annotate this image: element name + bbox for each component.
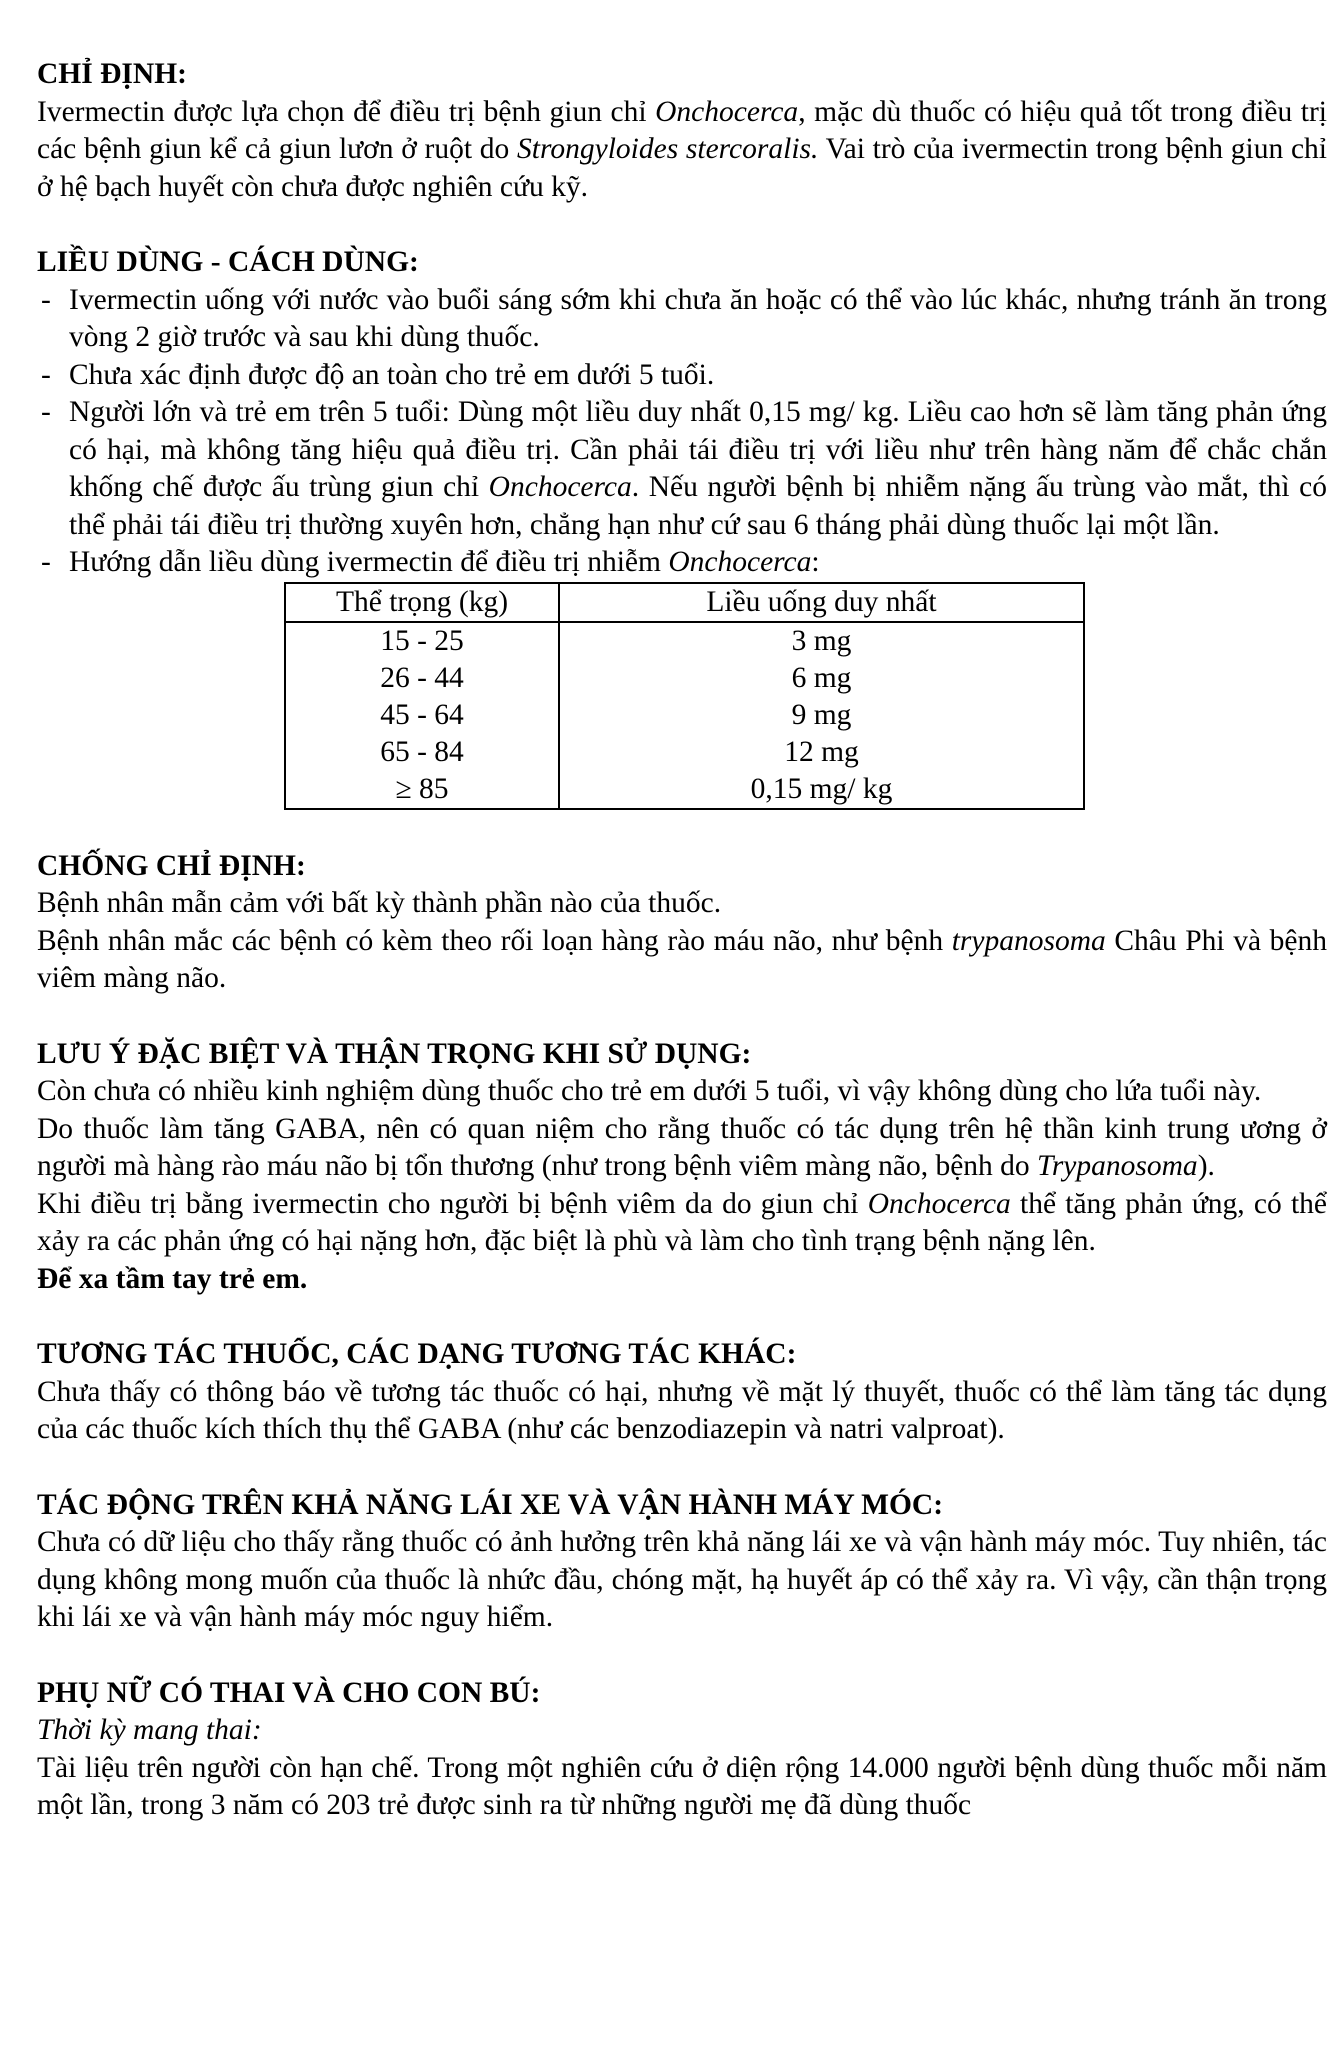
table-cell: 15 - 25	[285, 622, 559, 660]
dosage-list	[37, 282, 1327, 582]
table-row	[285, 660, 1084, 697]
section-precautions	[37, 1036, 1327, 1299]
paragraph: Bệnh nhân mắc các bệnh có kèm theo rối loạn hàng rào máu não, như bệnh trypanosoma Châu Phi và bệnh viêm màng não.	[37, 924, 1327, 994]
section-heading: LƯU Ý ĐẶC BIỆT VÀ THẬN TRỌNG KHI SỬ DỤNG:	[37, 1037, 752, 1070]
list-item: - Chưa xác định được độ an toàn cho trẻ em dưới 5 tuổi.	[37, 357, 1327, 395]
section-driving	[37, 1487, 1327, 1637]
section-heading: CHỈ ĐỊNH:	[37, 58, 187, 90]
paragraph: Ivermectin được lựa chọn để điều trị bệnh giun chỉ Onchocerca, mặc dù thuốc có hiệu quả tốt trong điều trị các bệnh giun kể cả giun lươn ở ruột do Strongyloides stercoralis. Vai trò của ivermectin trong bệnh giun chỉ ở hệ bạch huyết còn chưa được nghiên cứu kỹ.	[37, 95, 1327, 203]
list-item: - Hướng dẫn liều dùng ivermectin để điều trị nhiễm Onchocerca:	[37, 544, 1327, 582]
paragraph: Chưa có dữ liệu cho thấy rằng thuốc có ảnh hưởng trên khả năng lái xe và vận hành máy móc. Tuy nhiên, tác dụng không mong muốn của thuốc là nhức đầu, chóng mặt, hạ huyết áp có thể xảy ra. Vì vậy, cần thận trọng khi lái xe và vận hành máy móc nguy hiểm.	[37, 1526, 1327, 1633]
section-contraindications	[37, 848, 1327, 998]
warning-text: Để xa tầm tay trẻ em.	[37, 1262, 308, 1295]
paragraph: Khi điều trị bằng ivermectin cho người bị bệnh viêm da do giun chỉ Onchocerca thể tăng phản ứng, có thể xảy ra các phản ứng có hại nặng hơn, đặc biệt là phù và làm cho tình trạng bệnh nặng lên.	[37, 1187, 1327, 1257]
paragraph: Chưa thấy có thông báo về tương tác thuốc có hại, nhưng về mặt lý thuyết, thuốc có thể làm tăng tác dụng của các thuốc kích thích thụ thể GABA (như các benzodiazepin và natri valproat).	[37, 1375, 1327, 1445]
list-item: - Người lớn và trẻ em trên 5 tuổi: Dùng một liều duy nhất 0,15 mg/ kg. Liều cao hơn sẽ làm tăng phản ứng có hại, mà không tăng hiệu quả điều trị. Cần phải tái điều trị với liều như trên hàng năm để chắc chắn khống chế được ấu trùng giun chỉ Onchocerca. Nếu người bệnh bị nhiễm nặng ấu trùng vào mắt, thì có thể phải tái điều trị thường xuyên hơn, chẳng hạn như cứ sau 6 tháng phải dùng thuốc lại một lần.	[37, 394, 1327, 544]
section-heading: TƯƠNG TÁC THUỐC, CÁC DẠNG TƯƠNG TÁC KHÁC:	[37, 1338, 797, 1370]
section-dosage	[37, 244, 1327, 810]
table-row	[285, 734, 1084, 771]
table-cell: ≥ 85	[285, 771, 559, 809]
section-interactions	[37, 1336, 1327, 1449]
section-heading: PHỤ NỮ CÓ THAI VÀ CHO CON BÚ:	[37, 1676, 541, 1709]
section-pregnancy	[37, 1675, 1327, 1825]
table-cell: 45 - 64	[285, 697, 559, 734]
table-cell: 6 mg	[559, 660, 1084, 697]
paragraph: Do thuốc làm tăng GABA, nên có quan niệm cho rằng thuốc có tác dụng trên hệ thần kinh trung ương ở người mà hàng rào máu não bị tổn thương (như trong bệnh viêm màng não, bệnh do Trypanosoma).	[37, 1112, 1327, 1182]
paragraph: Tài liệu trên người còn hạn chế. Trong một nghiên cứu ở diện rộng 14.000 người bệnh dùng thuốc mỗi năm một lần, trong 3 năm có 203 trẻ được sinh ra từ những người mẹ đã dùng thuốc	[37, 1751, 1327, 1821]
table-cell: 12 mg	[559, 734, 1084, 771]
paragraph: Bệnh nhân mẫn cảm với bất kỳ thành phần nào của thuốc.	[37, 887, 722, 919]
list-item: - Ivermectin uống với nước vào buổi sáng sớm khi chưa ăn hoặc có thể vào lúc khác, nhưng tránh ăn trong vòng 2 giờ trước và sau khi dùng thuốc.	[37, 282, 1327, 357]
section-heading: CHỐNG CHỈ ĐỊNH:	[37, 849, 306, 882]
table-cell: 26 - 44	[285, 660, 559, 697]
subheading: Thời kỳ mang thai:	[37, 1714, 262, 1746]
dosage-table	[284, 582, 1085, 810]
table-header: Thể trọng (kg)	[285, 583, 559, 622]
table-cell: 3 mg	[559, 622, 1084, 660]
section-indications	[37, 56, 1327, 206]
document-page	[37, 56, 1327, 1825]
table-cell: 9 mg	[559, 697, 1084, 734]
table-cell: 65 - 84	[285, 734, 559, 771]
section-heading: LIỀU DÙNG - CÁCH DÙNG:	[37, 246, 419, 278]
table-row	[285, 771, 1084, 809]
section-heading: TÁC ĐỘNG TRÊN KHẢ NĂNG LÁI XE VÀ VẬN HÀNH MÁY MÓC:	[37, 1488, 944, 1521]
table-row	[285, 622, 1084, 660]
table-row	[285, 697, 1084, 734]
table-cell: 0,15 mg/ kg	[559, 771, 1084, 809]
paragraph: Còn chưa có nhiều kinh nghiệm dùng thuốc cho trẻ em dưới 5 tuổi, vì vậy không dùng cho lứa tuổi này.	[37, 1075, 1262, 1107]
table-header: Liều uống duy nhất	[559, 583, 1084, 622]
